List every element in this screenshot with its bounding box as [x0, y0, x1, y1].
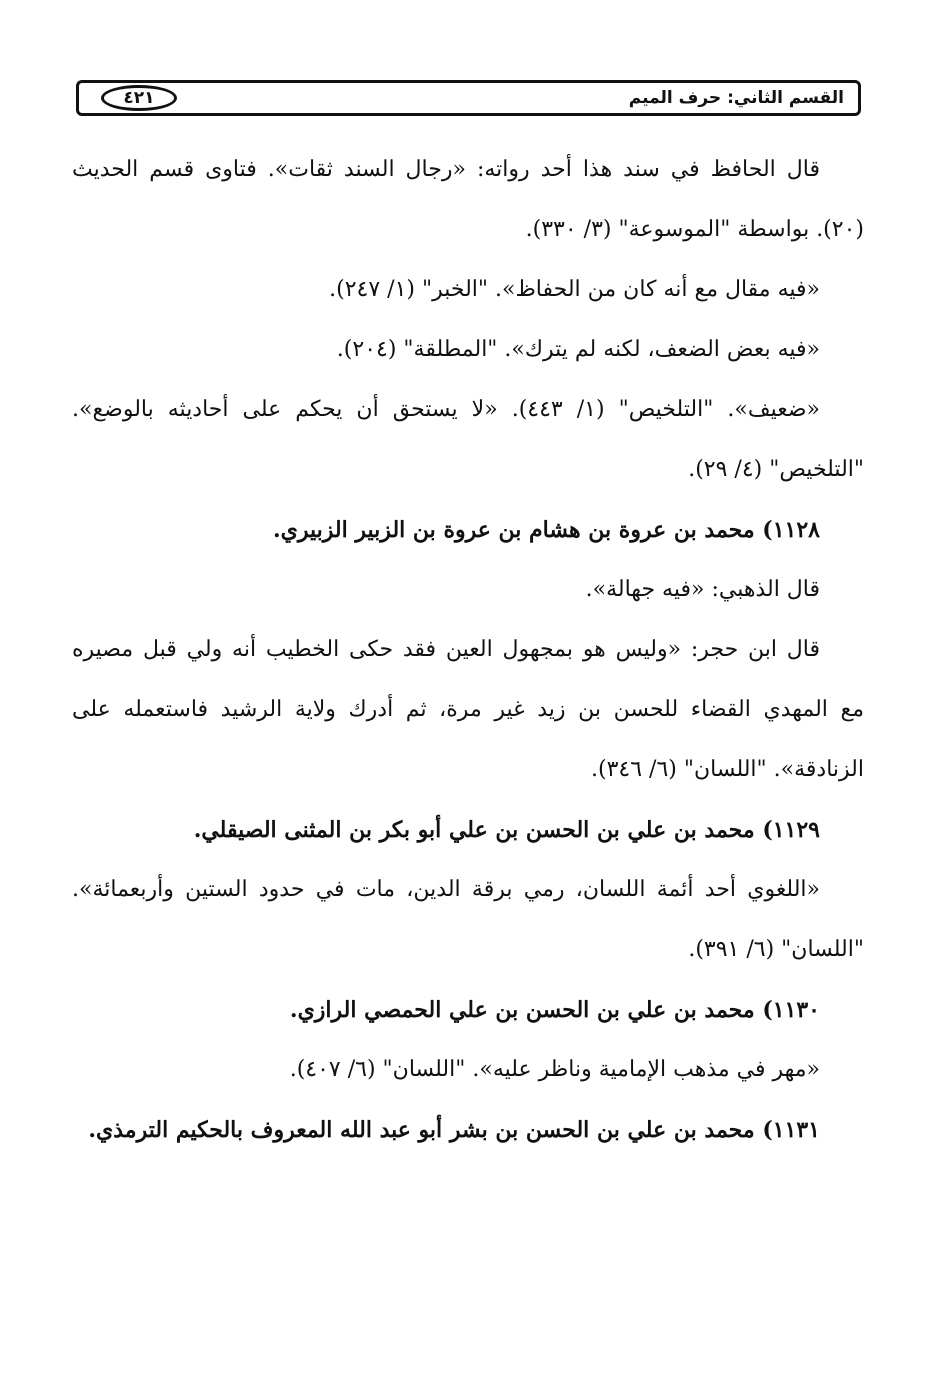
entry-heading: ١١٢٩) محمد بن علي بن الحسن بن علي أبو بكر بن المثنى الصيقلي. [193, 817, 820, 843]
text-line: (٢٠). بواسطة "الموسوعة" (٣/ ٣٣٠). [525, 217, 864, 242]
text-line: قال ابن حجر: «وليس هو بمجهول العين فقد حكى الخطيب أنه ولي قبل مصيره [72, 637, 820, 662]
text-line: «مهر في مذهب الإمامية وناظر عليه». "اللسان" (٦/ ٤٠٧). [289, 1057, 820, 1082]
text-line: "التلخيص" (٤/ ٢٩). [688, 457, 864, 482]
text-line: «فيه بعض الضعف، لكنه لم يترك». "المطلقة" (٢٠٤). [336, 337, 820, 362]
text-line: "اللسان" (٦/ ٣٩١). [688, 937, 864, 962]
text-line: «فيه مقال مع أنه كان من الحفاظ». "الخبر" (١/ ٢٤٧). [329, 277, 820, 302]
text-line: «ضعيف». "التلخيص" (١/ ٤٤٣). «لا يستحق أن يحكم على أحاديثه بالوضع». [72, 397, 821, 422]
body-text [72, 140, 864, 1160]
entry-heading: ١١٣١) محمد بن علي بن الحسن بن بشر أبو عبد الله المعروف بالحكيم الترمذي. [88, 1117, 820, 1143]
entry-heading: ١١٢٨) محمد بن عروة بن هشام بن عروة بن الزبير الزبيري. [273, 517, 820, 543]
page-number-badge: ٤٢١ [101, 85, 177, 111]
page-header [76, 80, 861, 116]
text-line: قال الحافظ في سند هذا أحد رواته: «رجال السند ثقات». فتاوى قسم الحديث [72, 157, 820, 182]
section-title: القسم الثاني: حرف الميم [628, 88, 844, 108]
text-line: مع المهدي القضاء للحسن بن زيد غير مرة، ثم أدرك ولاية الرشيد فاستعمله على [72, 697, 864, 722]
text-line: «اللغوي أحد أئمة اللسان، رمي برقة الدين، مات في حدود الستين وأربعمائة». [72, 877, 820, 902]
text-line: قال الذهبي: «فيه جهالة». [585, 577, 820, 602]
text-line: الزنادقة». "اللسان" (٦/ ٣٤٦). [591, 757, 864, 782]
entry-heading: ١١٣٠) محمد بن علي بن الحسن بن علي الحمصي الرازي. [289, 997, 820, 1023]
